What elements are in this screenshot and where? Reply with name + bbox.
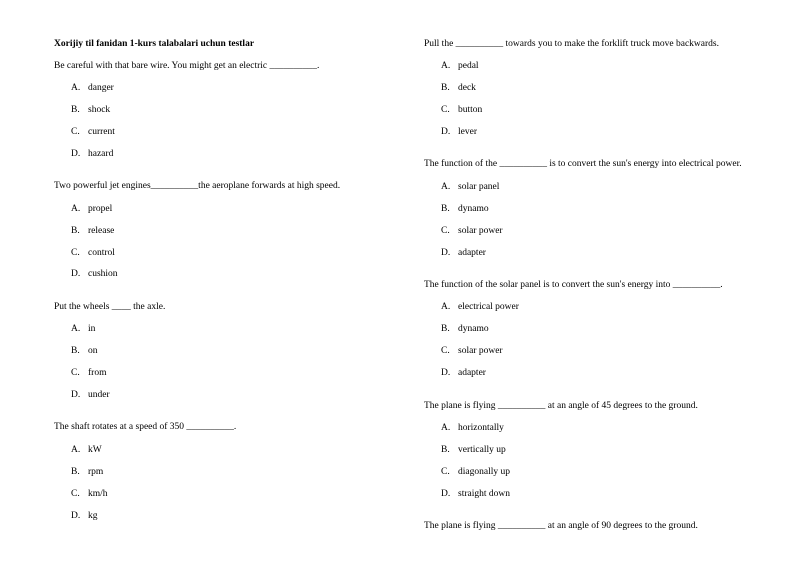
option-letter: A.: [71, 445, 81, 455]
option[interactable]: [441, 423, 504, 433]
option-letter: C.: [441, 346, 450, 356]
option[interactable]: [71, 105, 110, 115]
option[interactable]: [71, 149, 113, 159]
option[interactable]: [441, 204, 489, 214]
option[interactable]: [441, 445, 506, 455]
option-text: diagonally up: [458, 467, 510, 477]
option-text: shock: [88, 105, 111, 115]
option-letter: D.: [71, 149, 81, 159]
option-text: from: [88, 368, 107, 378]
option-text: lever: [458, 127, 477, 137]
option-letter: B.: [441, 204, 450, 214]
option[interactable]: [441, 467, 510, 477]
option-text: kg: [88, 511, 98, 521]
option-letter: A.: [441, 302, 451, 312]
option-letter: C.: [441, 467, 450, 477]
option[interactable]: [71, 346, 98, 356]
option[interactable]: [441, 346, 503, 356]
option[interactable]: [441, 61, 479, 71]
question-text: The function of the __________ is to convert the sun's energy into electrical power.: [424, 159, 742, 169]
option-text: electrical power: [458, 302, 519, 312]
option-text: straight down: [458, 489, 510, 499]
option[interactable]: [71, 489, 108, 499]
option[interactable]: [71, 83, 114, 93]
question-text: Put the wheels ____ the axle.: [54, 302, 166, 312]
option-letter: D.: [441, 489, 451, 499]
option-text: adapter: [458, 248, 486, 258]
option-letter: C.: [71, 368, 80, 378]
option-letter: C.: [441, 105, 450, 115]
option[interactable]: [441, 248, 486, 258]
option[interactable]: [71, 226, 114, 236]
option-letter: A.: [441, 182, 451, 192]
option[interactable]: [441, 368, 486, 378]
option-text: kW: [88, 445, 102, 455]
option-letter: B.: [71, 226, 80, 236]
option-letter: D.: [71, 269, 81, 279]
question-text: The plane is flying __________ at an angle of 45 degrees to the ground.: [424, 401, 698, 411]
question-text: Be careful with that bare wire. You might get an electric __________.: [54, 61, 320, 71]
option-letter: B.: [71, 346, 80, 356]
question-text: The function of the solar panel is to convert the sun's energy into __________.: [424, 280, 723, 290]
option[interactable]: [71, 390, 110, 400]
option-letter: D.: [71, 390, 81, 400]
option[interactable]: [441, 127, 477, 137]
option[interactable]: [441, 105, 482, 115]
option-text: deck: [458, 83, 476, 93]
option-letter: B.: [71, 467, 80, 477]
option-text: hazard: [88, 149, 114, 159]
option-text: rpm: [88, 467, 104, 477]
option-text: vertically up: [458, 445, 506, 455]
option-text: under: [88, 390, 110, 400]
option[interactable]: [441, 302, 519, 312]
option-letter: B.: [441, 83, 450, 93]
option[interactable]: [71, 445, 102, 455]
option-text: solar power: [458, 226, 503, 236]
option-letter: A.: [71, 204, 81, 214]
page-title: Xorijiy til fanidan 1-kurs talabalari uchun testlar: [54, 39, 255, 49]
option[interactable]: [71, 467, 103, 477]
option[interactable]: [71, 204, 112, 214]
question-text: Two powerful jet engines__________the aeroplane forwards at high speed.: [54, 181, 341, 191]
option[interactable]: [71, 269, 118, 279]
option[interactable]: [71, 248, 115, 258]
option[interactable]: [441, 182, 499, 192]
option-text: solar power: [458, 346, 503, 356]
option[interactable]: [441, 324, 489, 334]
option-letter: A.: [441, 61, 451, 71]
option-text: propel: [88, 204, 113, 214]
option-text: release: [88, 226, 115, 236]
question-text: The plane is flying __________ at an angle of 90 degrees to the ground.: [424, 521, 698, 531]
option-letter: C.: [71, 127, 80, 137]
option[interactable]: [441, 489, 510, 499]
option-letter: A.: [71, 324, 81, 334]
option[interactable]: [441, 226, 503, 236]
option-letter: B.: [71, 105, 80, 115]
option-text: solar panel: [458, 182, 500, 192]
option-letter: D.: [71, 511, 81, 521]
option-text: control: [88, 248, 115, 258]
option-text: on: [88, 346, 98, 356]
option[interactable]: [71, 324, 95, 334]
option[interactable]: [71, 511, 98, 521]
option-text: in: [88, 324, 96, 334]
option-text: km/h: [88, 489, 108, 499]
option-letter: B.: [441, 445, 450, 455]
option-text: dynamo: [458, 204, 489, 214]
option-text: horizontally: [458, 423, 504, 433]
option-text: adapter: [458, 368, 486, 378]
option[interactable]: [441, 83, 476, 93]
option-letter: D.: [441, 248, 451, 258]
option-letter: D.: [441, 127, 451, 137]
option-letter: C.: [71, 248, 80, 258]
option-letter: A.: [441, 423, 451, 433]
option-text: button: [458, 105, 483, 115]
option-text: pedal: [458, 61, 479, 71]
option-letter: B.: [441, 324, 450, 334]
option-letter: C.: [71, 489, 80, 499]
option-text: cushion: [88, 269, 118, 279]
option[interactable]: [71, 127, 115, 137]
option-letter: C.: [441, 226, 450, 236]
question-text: The shaft rotates at a speed of 350 __________.: [54, 422, 237, 432]
option-text: current: [88, 127, 115, 137]
option-letter: A.: [71, 83, 81, 93]
option-text: danger: [88, 83, 114, 93]
question-text: Pull the __________ towards you to make the forklift truck move backwards.: [424, 39, 719, 49]
option[interactable]: [71, 368, 106, 378]
option-text: dynamo: [458, 324, 489, 334]
option-letter: D.: [441, 368, 451, 378]
